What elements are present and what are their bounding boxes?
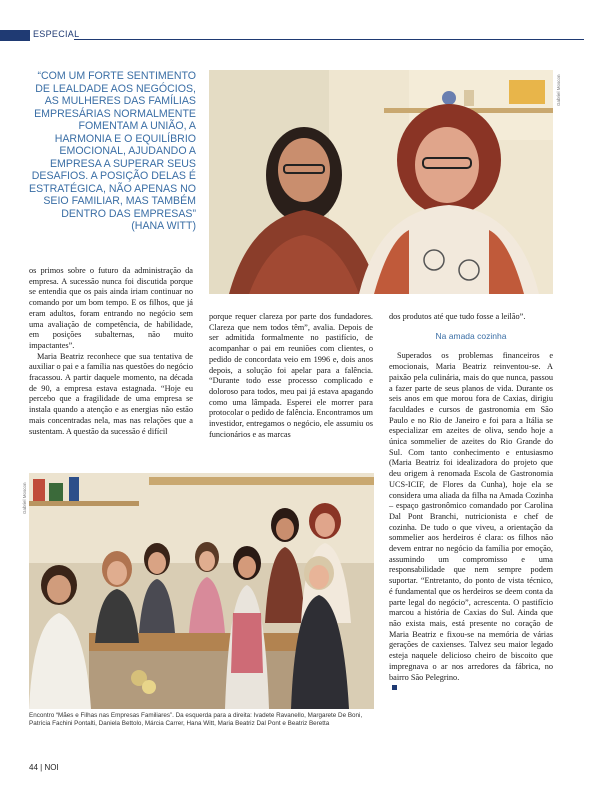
photo-two-women-image xyxy=(209,70,553,294)
page-number: 44 xyxy=(29,763,38,772)
photo-two-women xyxy=(209,70,553,294)
pull-quote xyxy=(28,70,196,233)
pull-quote-author: (HANA WITT) xyxy=(131,220,196,232)
text-column-1 xyxy=(29,266,193,437)
page-footer xyxy=(29,763,59,772)
column2-paragraph-1: porque requer clareza por parte dos fundadores. Clareza que nem todos têm”, avalia. Depois de ser admitida formalmente no pastifício, de acompanhar o pai em reuniões com clientes, o pedido de concordata veio em 1996 e, dois anos depois, a solução foi apelar para a falência. “Durante todo esse processo complicado e doloroso para todos, meu pai já estava apagando como uma lâmpada. Esperei ele morrer para protocolar o pedido de falência. Encontramos um investidor, entregamos o negócio, ele assumiu os funcionários e as marcas xyxy=(209,312,373,439)
photo-group xyxy=(29,473,374,709)
section-label: ESPECIAL xyxy=(33,29,80,39)
magazine-name: NOI xyxy=(44,763,59,772)
section-rule xyxy=(74,39,584,40)
column1-paragraph-2: Maria Beatriz reconhece que sua tentativa de auxiliar o pai e a família nas questões do negócio fracassou. A partir daquele momento, na década de 90, a empresa estava estagnada. “Hoje eu percebo que a fragilidade de uma empresa se instala quando a atenção e as energias não estão mais concentradas nela, mas nas relações que a sustentam. A questão da sucessão é difícil xyxy=(29,351,193,436)
footer-separator: | xyxy=(40,763,43,772)
column3-paragraph-1: Superados os problemas financeiros e emocionais, Maria Beatriz reinventou-se. A paixão pela culinária, mais do que nunca, passou a fazer parte de seus planos de vida. Durante os seis anos em que morou fora de Caxias, dirigiu faculdades e cursos de gastronomia em São Paulo e no Rio de Janeiro e foi para a Itália se especializar em azeites de oliva, sendo hoje a única sommelier de azeites do Rio Grande do Sul. Com tanto conhecimento e entusiasmo (Maria Beatriz foi idealizadora do projeto que deu origem à renomada Escola de Gastronomia UCS-ICIF, de Flores da Cunha), hoje ela se considera uma aliada da filha na Amada Cozinha – espaço gastronômico comandado por Carolina Dal Pont Branchi, nutricionista e chef de cozinha. De tudo o que viveu, a orientação da sommelier aos herdeiros é clara: os filhos não devem entrar no negócio da família por emoção, assumindo um compromisso e uma responsabilidade que nem sempre podem suportar. “Entretanto, do ponto de vista técnico, é fundamental que os herdeiros se deem conta da parte legal do negócio”, acrescenta. O pastifício marcou a história de Caxias do Sul. Ainda que não exista mais, está presente no coração de Maria Beatriz e fixou-se na memória de várias gerações de caxienses. Talvez seu maior legado esteja naquele delicioso cheiro de biscoito que impregnava o ar nos arredores da fábrica, no bairro São Pelegrino. xyxy=(389,351,553,682)
photo-caption: Encontro “Mães e Filhas nas Empresas Familiares”. Da esquerda para a direita: Ivadete Ravanello, Margarete De Boni, Patrícia Fachini Pontalti, Daniela Bettolo, Márcia Carrer, Hana Witt, Maria Beatriz Dal Pont e Beatriz Beretta xyxy=(29,712,363,728)
end-of-article-mark xyxy=(392,685,397,690)
text-column-2 xyxy=(209,312,373,440)
photo-group-image xyxy=(29,473,374,709)
column1-paragraph-1: os primos sobre o futuro da administração da empresa. A sucessão nunca foi discutida porque se entendia que os pais ainda iriam continuar no comando por um bom tempo. E os filhos, que já eram adultos, foram entrando no negócio sem uma avaliação de competência, de habilidade, em posições subalternas, não muito impactantes”. xyxy=(29,266,193,350)
column3-intro: dos produtos até que tudo fosse a leilão”. xyxy=(389,312,526,321)
photo-credit-top: Gabriel Moscon xyxy=(556,74,561,106)
photo-credit-bottom: Gabriel Moscon xyxy=(22,482,27,514)
section-color-bar xyxy=(0,30,30,41)
text-column-3 xyxy=(389,312,553,694)
column3-subhead: Na amada cozinha xyxy=(435,330,507,341)
pull-quote-text: “COM UM FORTE SENTIMENTO DE LEALDADE AOS NEGÓCIOS, AS MULHERES DAS FAMÍLIAS EMPRESÁRIAS NORMALMENTE FOMENTAM A UNIÃO, A HARMONIA E O EQUILÍBRIO EMOCIONAL, AJUDANDO A EMPRESA A SUPERAR SEUS DESAFIOS. A POSIÇÃO DELAS É ESTRATÉGICA, NÃO APENAS NO SEIO FAMILIAR, MAS TAMBÉM DENTRO DAS EMPRESAS” xyxy=(29,70,196,220)
